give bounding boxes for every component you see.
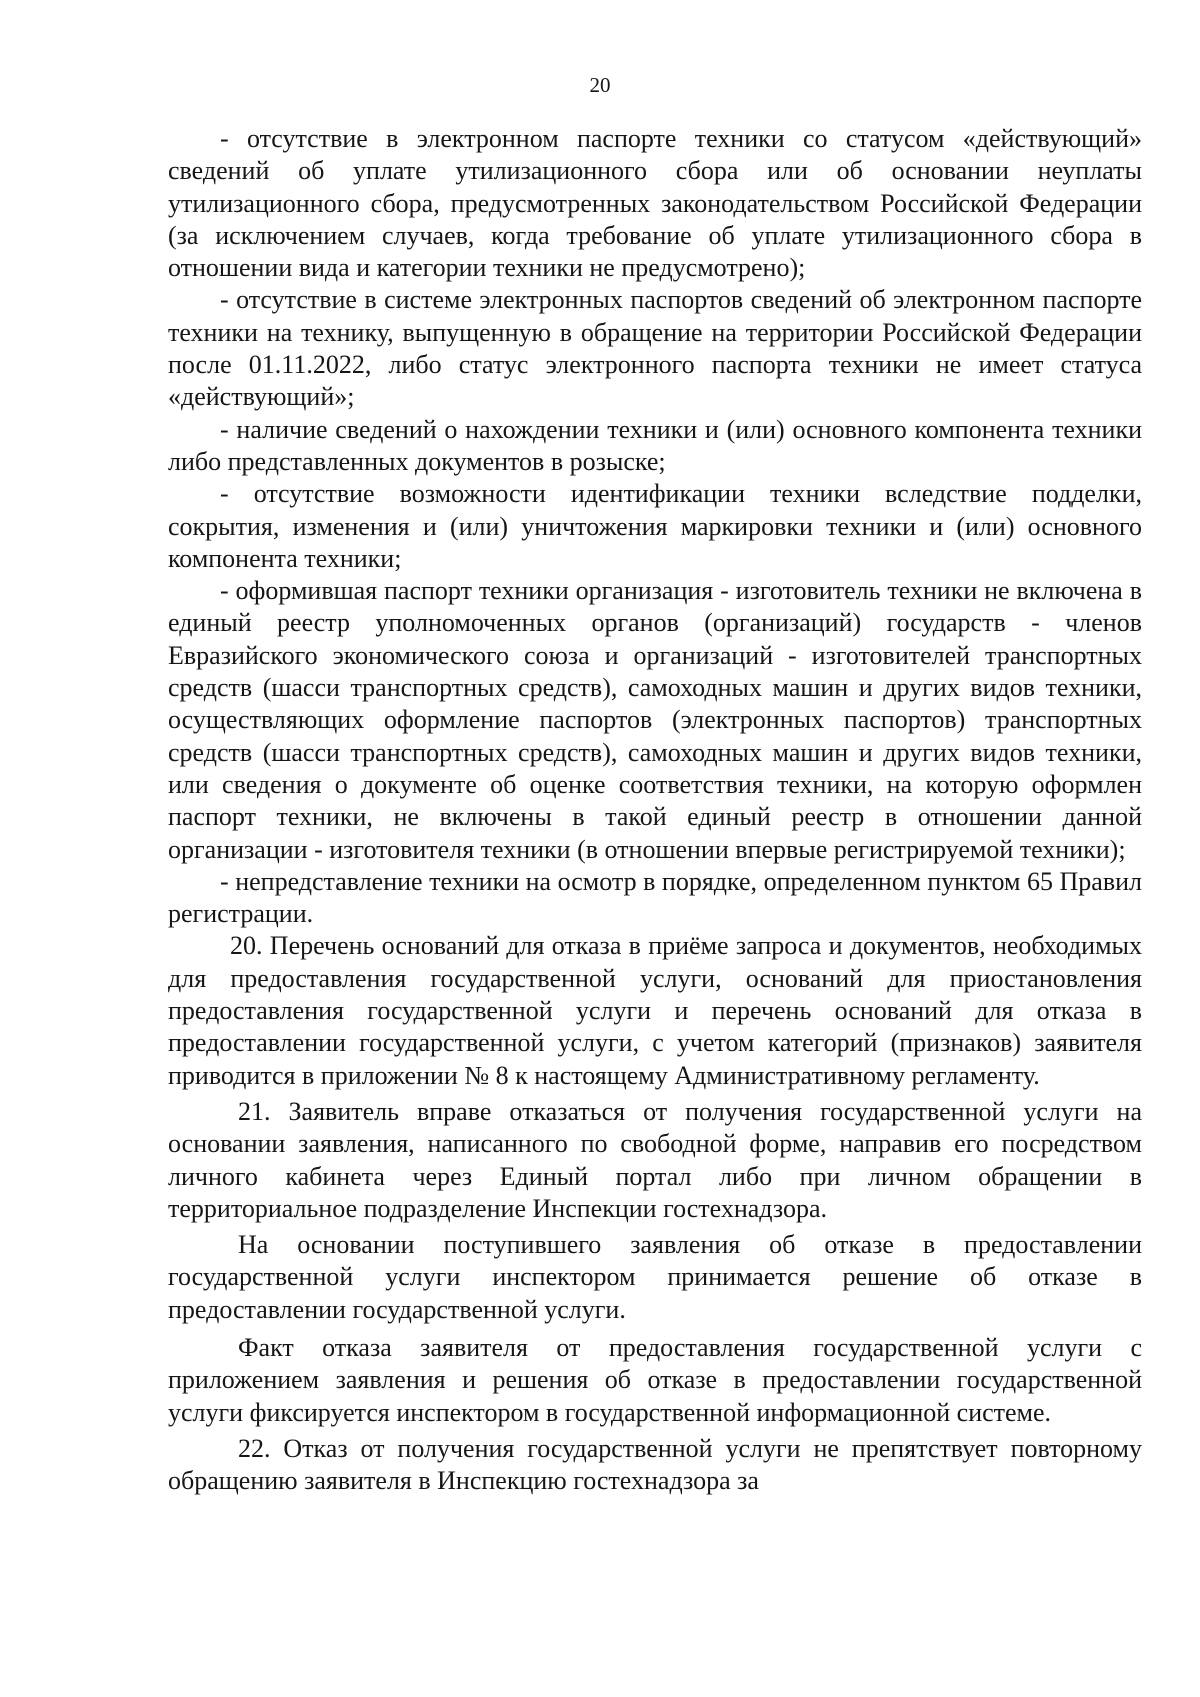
paragraph-inspection: - непредставление техники на осмотр в порядке, определенном пунктом 65 Правил регистрации.: [168, 866, 1142, 929]
paragraph-identification: - отсутствие возможности идентификации техники вследствие подделки, сокрытия, изменения и (или) уничтожения маркировки техники и (или) основного компонента техники;: [168, 479, 1142, 573]
paragraph-utilization-fee: - отсутствие в электронном паспорте техники со статусом «действующий» сведений об уплате утилизационного сбора или об основании неуплаты утилизационного сбора, предусмотренных законодательством Российской Федерации (за исключением случаев, когда требование об уплате утилизационного сбора в отношении вида и категории техники не предусмотрено);: [168, 124, 1142, 283]
paragraph-manufacturer-registry: - оформившая паспорт техники организация - изготовитель техники не включена в единый реестр уполномоченных органов (организаций) государств - членов Евразийского экономического союза и организаций - изготовителей транспортных средств (шасси транспортных средств), самоходных машин и других видов техники, осуществляющих оформление паспортов (электронных паспортов) транспортных средств (шасси транспортных средств), самоходных машин и других видов техники, или сведения о документе об оценке соответствия техники, на которую оформлен паспорт техники, не включены в такой единый реестр в отношении данной организации - изготовителя техники (в отношении впервые регистрируемой техники);: [168, 576, 1142, 864]
paragraph-decision: На основании поступившего заявления об отказе в предоставлении государственной услуги инспектором принимается решение об отказе в предоставлении государственной услуги.: [168, 1230, 1142, 1324]
paragraph-refusal-record: Факт отказа заявителя от предоставления государственной услуги с приложением заявления и решения об отказе в предоставлении государственной услуги фиксируется инспектором в государственной информационной системе.: [168, 1332, 1142, 1427]
document-body: [168, 123, 1142, 1497]
paragraph-item-21: 21. Заявитель вправе отказаться от получения государственной услуги на основании заявления, написанного по свободной форме, направив его посредством личного кабинета через Единый портал либо при личном обращении в территориальное подразделение Инспекции гостехнадзора.: [168, 1096, 1142, 1223]
paragraph-wanted-search: - наличие сведений о нахождении техники и (или) основного компонента техники либо представленных документов в розыске;: [168, 414, 1142, 476]
paragraph-item-22: 22. Отказ от получения государственной услуги не препятствует повторному обращению заявителя в Инспекцию гостехнадзора за: [168, 1433, 1142, 1496]
paragraph-electronic-passport: - отсутствие в системе электронных паспортов сведений об электронном паспорте техники на технику, выпущенную в обращение на территории Российской Федерации после 01.11.2022, либо статус электронного паспорта техники не имеет статуса «действующий»;: [168, 285, 1142, 412]
page-number: 20: [589, 73, 611, 97]
paragraph-item-20: 20. Перечень оснований для отказа в приёме запроса и документов, необходимых для предоставления государственной услуги, оснований для приостановления предоставления государственной услуги и перечень оснований для отказа в предоставлении государственной услуги, с учетом категорий (признаков) заявителя приводится в приложении № 8 к настоящему Административному регламенту.: [168, 931, 1142, 1090]
